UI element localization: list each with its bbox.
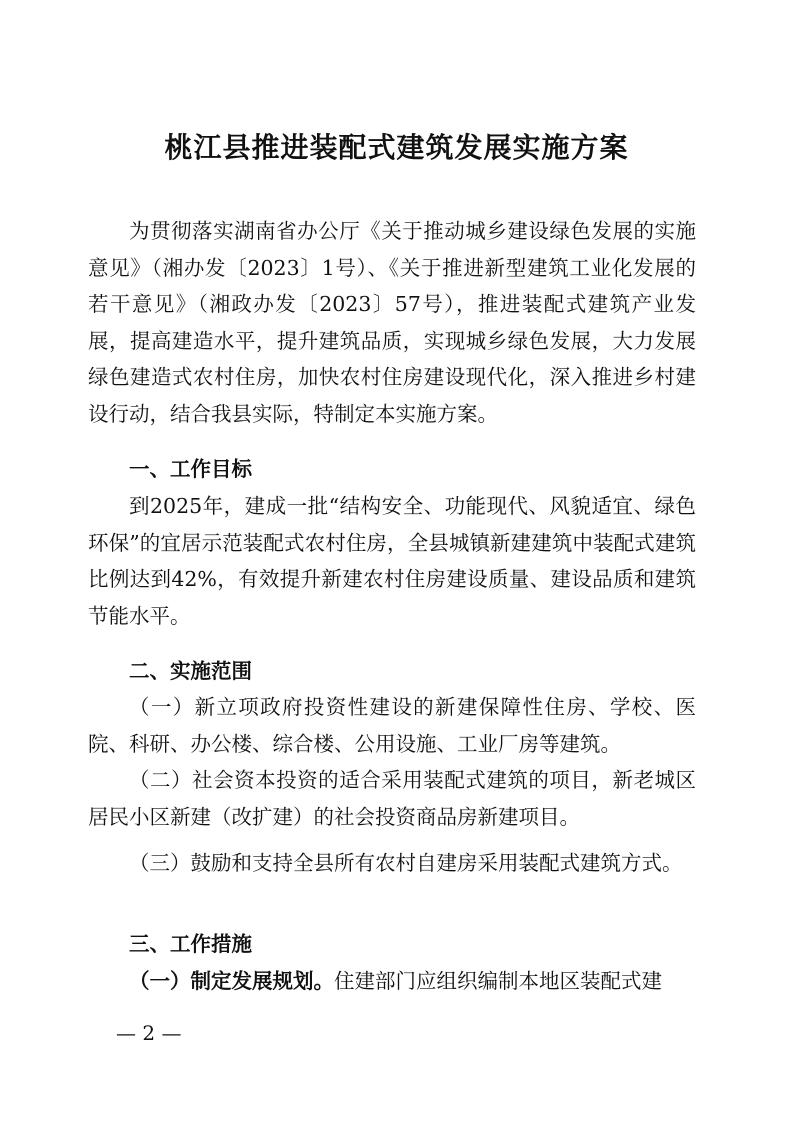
- scope-item-3: （三）鼓励和支持全县所有农村自建房采用装配式建筑方式。: [129, 851, 683, 875]
- intro-paragraph: 为贯彻落实湖南省办公厅《关于推动城乡建设绿色发展的实施意见》（湘办发〔2023〕1号）、《关于推进新型建筑工业化发展的若干意见》（湘政办发〔2023〕57号），推进装配式建筑产业发展，提高建造水平，提升建筑品质，实现城乡绿色发展，大力发展绿色建造式农村住房，加快农村住房建设现代化，深入推进乡村建设行动，结合我县实际，特制定本实施方案。: [88, 219, 696, 426]
- section-heading-goals: 一、工作目标: [129, 457, 252, 481]
- section-heading-scope: 二、实施范围: [129, 659, 252, 683]
- measures-item-1: [88, 963, 696, 1000]
- scope-item-1: （一）新立项政府投资性建设的新建保障性住房、学校、医院、科研、办公楼、综合楼、公用设施、工业厂房等建筑。: [88, 695, 696, 756]
- measures-item-1-text: 住建部门应组织编制本地区装配式建: [334, 969, 662, 993]
- goals-paragraph: 到2025年，建成一批“结构安全、功能现代、风貌适宜、绿色环保”的宜居示范装配式农村住房，全县城镇新建建筑中装配式建筑比例达到42%，有效提升新建农村住房建设质量、建设品质和建筑节能水平。: [88, 494, 696, 628]
- document-title: 桃江县推进装配式建筑发展实施方案: [164, 131, 629, 164]
- scope-item-2: （二）社会资本投资的适合采用装配式建筑的项目，新老城区居民小区新建（改扩建）的社会投资商品房新建项目。: [88, 768, 696, 829]
- page-number: — 2 —: [116, 1021, 182, 1045]
- measures-item-1-lead: （一）制定发展规划。: [129, 969, 334, 993]
- section-heading-measures: 三、工作措施: [129, 932, 252, 956]
